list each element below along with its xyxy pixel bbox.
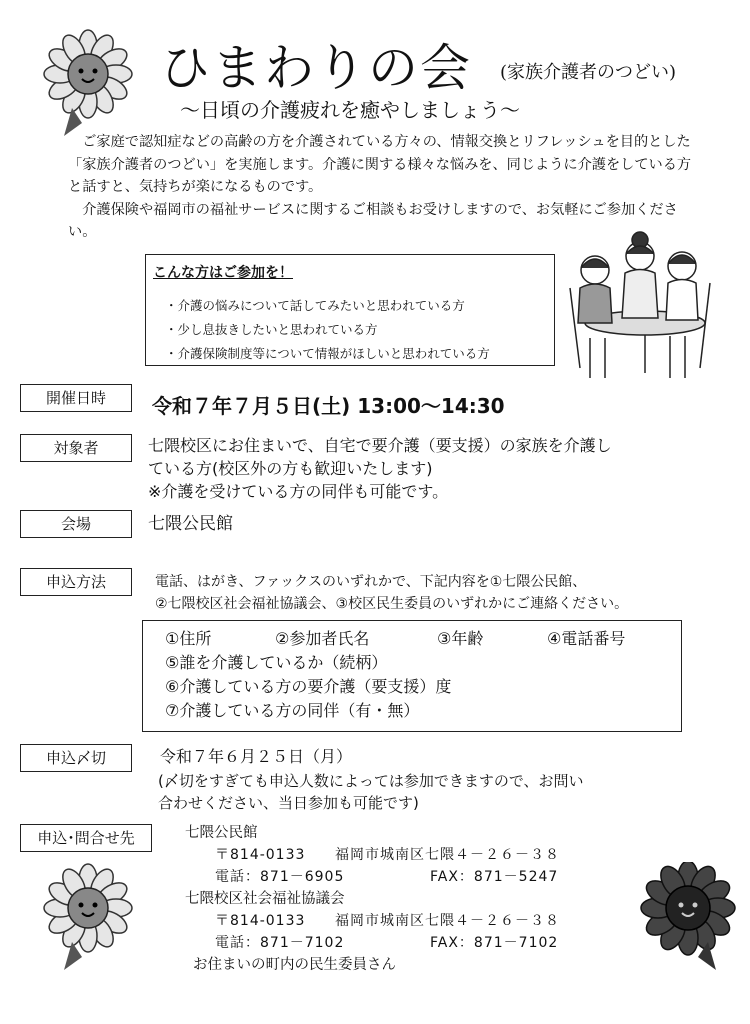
target-line-1: 七隈校区にお住まいで、自宅で要介護（要支援）の家族を介護し	[148, 436, 612, 455]
deadline-note	[158, 770, 584, 814]
apply-line-1: 電話、はがき、ファックスのいずれかで、下記内容を①七隈公民館、	[155, 574, 587, 590]
contact-2-fax: FAX：871－7102	[430, 935, 559, 951]
intro-text	[68, 131, 698, 244]
date-value: 令和７年７月５日(土) 13:00～14:30	[152, 394, 505, 418]
intro-paragraph-1: ご家庭で認知症などの高齢の方を介護されている方々の、情報交換とリフレッシュを目的とした「家族介護者のつどい」を実施します。介護に関する様々な悩みを、同じように介護をしている方と話すと、気持ちが楽になるものです。	[68, 134, 692, 195]
deadline-note-1: (〆切をすぎても申込人数によっては参加できますので、お問い	[158, 772, 584, 790]
target-line-2: ている方(校区外の方も歓迎いたします)	[148, 459, 433, 478]
list-item: ・ 少し息抜きしたいと思われている方	[165, 318, 490, 342]
apply-item: ②参加者氏名	[275, 629, 370, 648]
contact-1-fax: FAX：871－5247	[430, 869, 559, 885]
deadline-value: 令和７年６月２５日（月）	[160, 747, 353, 766]
venue-label: 会場	[20, 510, 132, 538]
apply-items	[165, 627, 625, 723]
contact-2-zip: 〒814-0133	[215, 913, 306, 929]
apply-item: ①住所	[165, 629, 212, 648]
apply-method-text	[155, 571, 628, 615]
target-line-3: ※介護を受けている方の同伴も可能です。	[148, 482, 449, 501]
sunflower-illustration-bottom-right	[638, 862, 738, 972]
contact-3: お住まいの町内の民生委員さん	[193, 957, 396, 973]
contact-2-name: 七隈校区社会福祉協議会	[185, 891, 345, 907]
contact-2-tel: 電話：871－7102	[215, 935, 345, 951]
apply-line-2: ②七隈校区社会福祉協議会、③校区民生委員のいずれかにご連絡ください。	[155, 596, 629, 612]
intro-paragraph-2: 介護保険や福岡市の福祉サービスに関するご相談もお受けしますので、お気軽にご参加ください。	[68, 201, 678, 240]
contact-1-tel: 電話：871－6905	[215, 869, 345, 885]
contact-block	[185, 822, 560, 976]
deadline-note-2: 合わせください、当日参加も可能です)	[158, 794, 419, 812]
deadline-label: 申込〆切	[20, 744, 132, 772]
page-title: ひまわりの会	[160, 39, 472, 97]
sunflower-illustration-top-left	[42, 28, 134, 138]
target-audience-heading: こんな方はご参加を！	[153, 265, 293, 281]
contact-label: 申込･問合せ先	[20, 824, 152, 852]
target-audience-list	[165, 294, 490, 366]
list-item: ・ 介護の悩みについて話してみたいと思われている方	[165, 294, 490, 318]
venue-value: 七隈公民館	[148, 514, 233, 534]
target-label: 対象者	[20, 434, 132, 462]
target-text	[148, 434, 612, 503]
contact-1-zip: 〒814-0133	[215, 847, 306, 863]
contact-2-address: 福岡市城南区七隈４－２６－３８	[335, 913, 560, 929]
date-label: 開催日時	[20, 384, 132, 412]
title-note: (家族介護者のつどい)	[500, 62, 677, 83]
apply-item: ④電話番号	[547, 629, 626, 648]
subtitle: ～日頃の介護疲れを癒やしましょう～	[180, 98, 520, 122]
apply-item: ⑤誰を介護しているか（続柄）	[165, 653, 388, 672]
sunflower-illustration-bottom-left	[42, 862, 134, 972]
contact-1-address: 福岡市城南区七隈４－２６－３８	[335, 847, 560, 863]
apply-item: ⑦介護している方の同伴（有・無）	[165, 701, 420, 720]
contact-1-name: 七隈公民館	[185, 825, 258, 841]
list-item: ・ 介護保険制度等について情報がほしいと思われている方	[165, 342, 490, 366]
apply-item: ⑥介護している方の要介護（要支援）度	[165, 677, 452, 696]
women-at-table-illustration	[560, 228, 720, 388]
apply-item: ③年齢	[437, 629, 484, 648]
apply-method-label: 申込方法	[20, 568, 132, 596]
